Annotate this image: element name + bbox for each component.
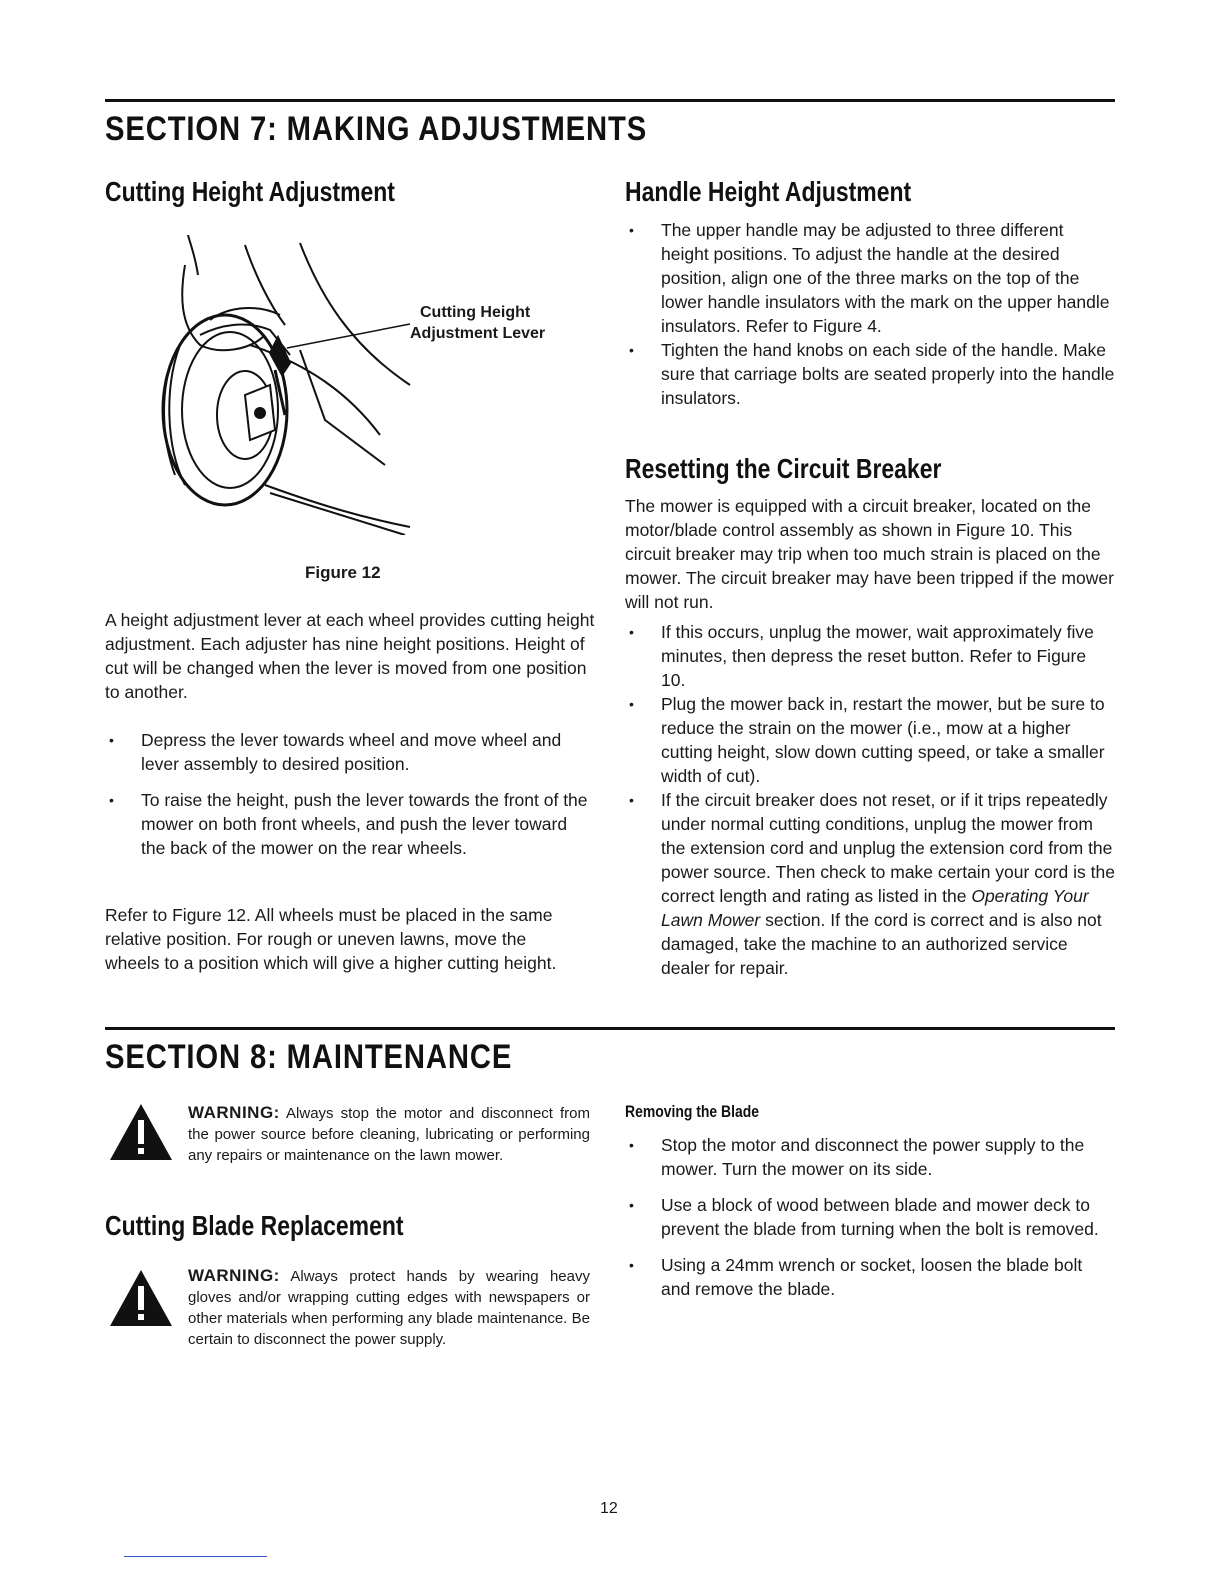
- list-item-with-reference: [625, 788, 1115, 980]
- list-item: • If this occurs, unplug the mower, wait approximately five minutes, then depress the reset button. Refer to Figure 10.: [625, 620, 1115, 692]
- warning-text: Always stop the motor and disconnect from the power source before cleaning, lubricating or performing any repairs or maintenance on the lawn mower.: [188, 1105, 590, 1164]
- cutting-height-bullets: [105, 728, 595, 872]
- figure-12-caption: Figure 12: [305, 563, 381, 582]
- warning-disconnect: [188, 1102, 590, 1166]
- warning-text: Always protect hands by wearing heavy gloves and/or wrapping cutting edges with newspapers or other materials when performing any blade maintenance. Be certain to disconnect the power supply.: [188, 1268, 590, 1348]
- list-item: • Use a block of wood between blade and mower deck to prevent the blade from turning when the bolt is removed.: [625, 1193, 1115, 1241]
- list-item: • The upper handle may be adjusted to three different height positions. To adjust the handle at the desired position, align one of the three marks on the top of the lower handle insulators with the mark on the upper handle insulators. Refer to Figure 4.: [625, 218, 1115, 338]
- list-item: • Tighten the hand knobs on each side of the handle. Make sure that carriage bolts are seated properly into the handle insulators.: [625, 338, 1115, 410]
- warning-triangle-icon: [108, 1102, 174, 1162]
- circuit-breaker-bullets: [625, 620, 1115, 980]
- list-item: • Using a 24mm wrench or socket, loosen the blade bolt and remove the blade.: [625, 1253, 1115, 1301]
- section7-title: SECTION 7: MAKING ADJUSTMENTS: [105, 110, 648, 148]
- section8-title: SECTION 8: MAINTENANCE: [105, 1038, 513, 1076]
- circuit-breaker-intro: The mower is equipped with a circuit breaker, located on the motor/blade control assembly as shown in Figure 10. This circuit breaker may trip when too much strain is placed on the mower. The circuit breaker may have been tripped if the mower will not run.: [625, 496, 1114, 612]
- warning-protect-hands: [188, 1265, 590, 1350]
- section7-top-rule: [105, 99, 1115, 102]
- page-number: 12: [600, 1500, 618, 1517]
- cutting-height-heading: Cutting Height Adjustment: [105, 176, 395, 207]
- bullet-text: If the circuit breaker does not reset, or if it trips repeatedly under normal cutting conditions, unplug the mower from the extension cord and unplug the extension cord from the power source. Then check to make certain your cord is the correct length and rating as listed in the: [661, 790, 1115, 906]
- figure-12-illustration: [150, 235, 420, 535]
- cutting-height-outro: Refer to Figure 12. All wheels must be placed in the same relative position. For rough or uneven lawns, move the wheels to a position which will give a higher cutting height.: [105, 905, 557, 973]
- handle-height-bullets: [625, 218, 1115, 410]
- list-item: • Stop the motor and disconnect the power supply to the mower. Turn the mower on its side.: [625, 1133, 1115, 1181]
- figure-callout: [410, 302, 545, 344]
- list-item: • Depress the lever towards wheel and move wheel and lever assembly to desired position.: [105, 728, 595, 776]
- callout-leader-line: [285, 322, 415, 352]
- section8-top-rule: [105, 1027, 1115, 1030]
- handle-height-heading: Handle Height Adjustment: [625, 176, 912, 207]
- warning-label: WARNING:: [188, 1103, 280, 1122]
- callout-line-1: Cutting Height: [420, 304, 531, 321]
- manual-section-reference: Operating Your Lawn Mower: [661, 886, 1089, 930]
- removing-blade-bullets: [625, 1133, 1115, 1313]
- circuit-breaker-heading: Resetting the Circuit Breaker: [625, 453, 942, 484]
- blade-replacement-heading: Cutting Blade Replacement: [105, 1210, 404, 1241]
- warning-triangle-icon: [108, 1268, 174, 1328]
- cutting-height-intro: A height adjustment lever at each wheel provides cutting height adjustment. Each adjuster has nine height positions. Height of cut will be changed when the lever is moved from one position to another.: [105, 610, 595, 702]
- list-item: • Plug the mower back in, restart the mower, but be sure to reduce the strain on the mower (i.e., mow at a higher cutting height, slow down cutting speed, or take a smaller width of cut).: [625, 692, 1115, 788]
- removing-blade-heading: Removing the Blade: [625, 1102, 760, 1121]
- callout-line-2: Adjustment Lever: [410, 325, 546, 342]
- list-item: • To raise the height, push the lever towards the front of the mower on both front wheels, and push the lever toward the back of the mower on the rear wheels.: [105, 788, 595, 860]
- warning-label: WARNING:: [188, 1266, 280, 1285]
- footer-line: [124, 1556, 267, 1557]
- bullet-text: section. If the cord is correct and is also not damaged, take the machine to an authorized service dealer for repair.: [661, 910, 1102, 978]
